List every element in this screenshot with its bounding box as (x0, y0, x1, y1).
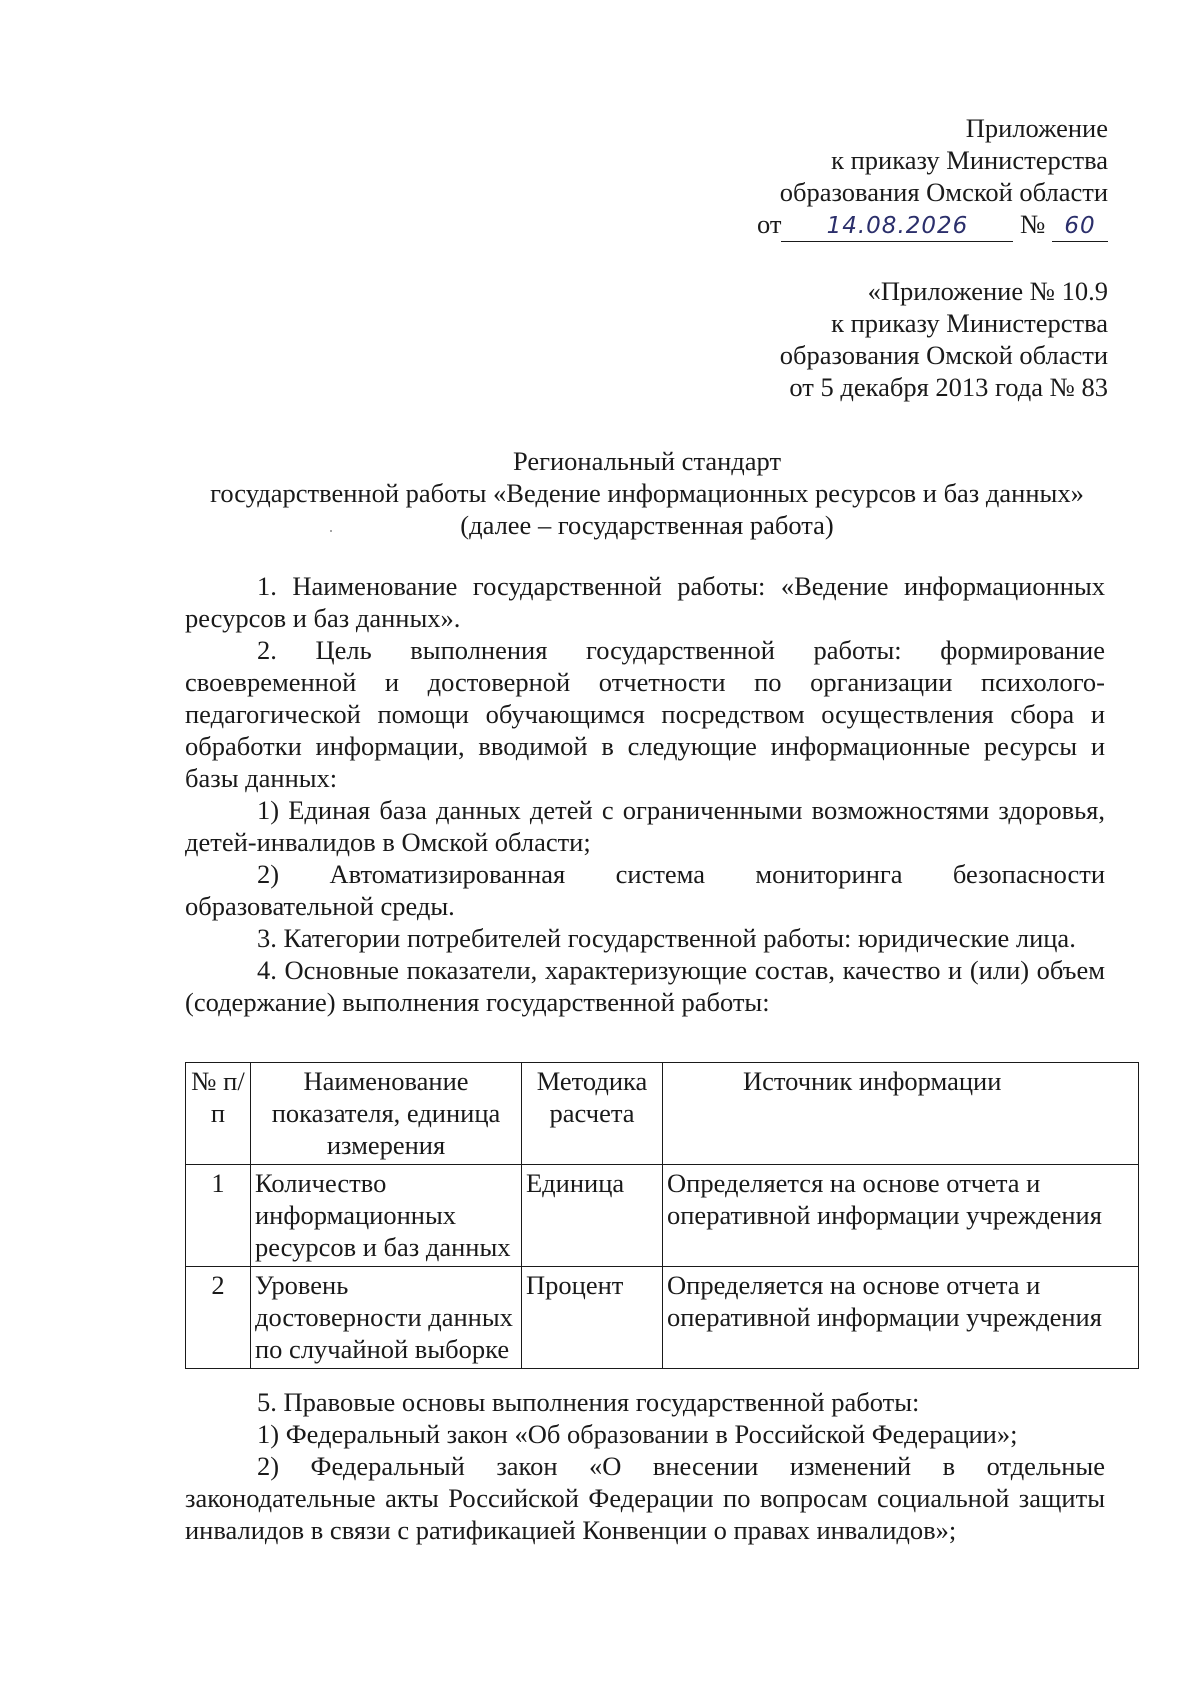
table-cell: Определяется на основе отчета и оперативной информации учреждения (663, 1165, 1139, 1267)
header-cell: Наименование показателя, единица измерения (251, 1063, 522, 1165)
handwritten-number: 60 (1064, 213, 1096, 239)
paragraph: 4. Основные показатели, характеризующие состав, качество и (или) объем (содержание) выполнения государственной работы: (185, 955, 1105, 1017)
paragraph: 3. Категории потребителей государственной работы: юридические лица. (257, 923, 1076, 953)
scan-speck (330, 530, 332, 532)
date-prefix: от (756, 209, 782, 239)
title-line: Региональный стандарт (512, 446, 782, 476)
header-cell: № п/п (186, 1063, 251, 1165)
prior-appendix-line: от 5 декабря 2013 года № 83 (789, 372, 1108, 402)
date-field (781, 209, 1013, 242)
prior-appendix-line: «Приложение № 10.9 (867, 276, 1108, 306)
header-cell: Методика расчета (522, 1063, 663, 1165)
table-cell: Количество информационных ресурсов и баз данных (251, 1165, 522, 1267)
table-header-row (186, 1063, 1139, 1165)
header-cell: Источник информации (663, 1063, 1139, 1165)
paragraph: 1. Наименование государственной работы: «Ведение информационных ресурсов и баз данных». (185, 571, 1105, 633)
table-cell: 2 (186, 1267, 251, 1369)
document-title (187, 445, 1107, 541)
handwritten-date: 14.08.2026 (826, 213, 969, 239)
appendix-line: Приложение (965, 113, 1108, 143)
number-field (1052, 209, 1108, 242)
prior-appendix-header (780, 275, 1108, 403)
prior-appendix-line: образования Омской области (779, 340, 1108, 370)
appendix-line: к приказу Министерства (831, 145, 1108, 175)
appendix-date-line (757, 208, 1108, 242)
appendix-line: образования Омской области (779, 177, 1108, 207)
indicators-table (185, 1062, 1139, 1369)
appendix-header (757, 112, 1108, 242)
prior-appendix-line: к приказу Министерства (831, 308, 1108, 338)
legal-basis-text (185, 1386, 1105, 1546)
table-cell: Единица (522, 1165, 663, 1267)
table-cell: Определяется на основе отчета и оперативной информации учреждения (663, 1267, 1139, 1369)
title-line: (далее – государственная работа) (460, 510, 834, 540)
paragraph: 1) Федеральный закон «Об образовании в Российской Федерации»; (257, 1419, 1018, 1449)
main-text (185, 570, 1105, 1018)
paragraph: 2) Автоматизированная система мониторинга безопасности образовательной среды. (185, 859, 1105, 921)
paragraph: 5. Правовые основы выполнения государственной работы: (257, 1387, 920, 1417)
title-line: государственной работы «Ведение информационных ресурсов и баз данных» (210, 478, 1084, 508)
paragraph: 1) Единая база данных детей с ограниченными возможностями здоровья, детей-инвалидов в Омской области; (185, 795, 1105, 857)
table-row (186, 1165, 1139, 1267)
table-row (186, 1267, 1139, 1369)
paragraph: 2. Цель выполнения государственной работы: формирование своевременной и достоверной отчетности по организации психолого-педагогической помощи обучающимся посредством осуществления сбора и обработки информации, вводимой в следующие информационные ресурсы и базы данных: (185, 635, 1105, 793)
table-cell: 1 (186, 1165, 251, 1267)
number-prefix: № (1020, 209, 1046, 239)
table-cell: Процент (522, 1267, 663, 1369)
table-cell: Уровень достоверности данных по случайной выборке (251, 1267, 522, 1369)
paragraph: 2) Федеральный закон «О внесении изменений в отдельные законодательные акты Российской Федерации по вопросам социальной защиты инвалидов в связи с ратификацией Конвенции о правах инвалидов»; (185, 1451, 1105, 1545)
